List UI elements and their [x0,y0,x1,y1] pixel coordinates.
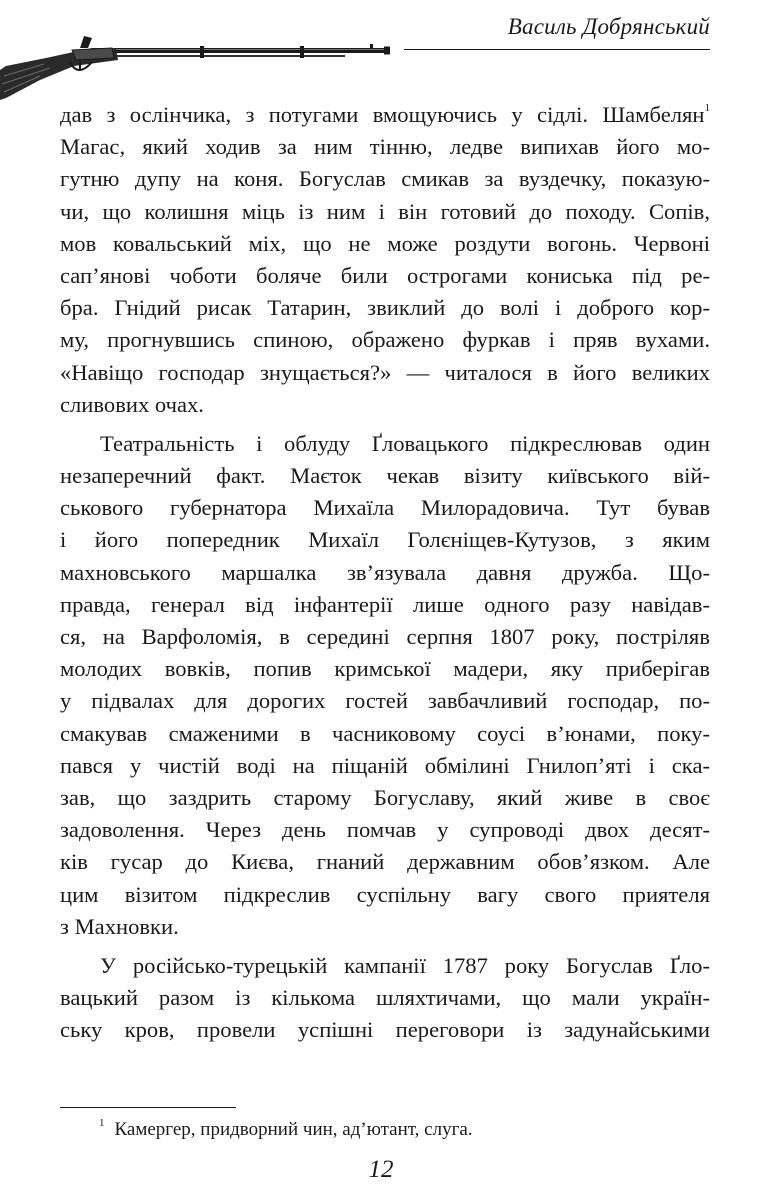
text-line: гутню дупу на коня. Богуслав смикав за вуздечку, показую- [60,166,710,192]
text-line: смакував смаженими в часниковому соусі в’юнами, поку- [60,720,710,746]
flintlock-rifle-icon [0,10,392,100]
body-text [60,99,710,1046]
text-line: ся, на Варфоломія, в середині серпня 1807 року, постріляв [60,624,710,649]
text-line: молодих вовків, попив кримської мадери, яку приберігав [60,656,710,682]
text-line: у підвалах для дорогих гостей завбачливий господар, по- [60,688,710,714]
text-line: вацький разом із кількома шляхтичами, що мали україн- [60,985,710,1011]
footnote [99,1117,699,1141]
text-line: мов ковальський міх, що не може роздути вогонь. Червоні [60,230,710,256]
page-number: 12 [368,1156,394,1183]
footnote-text: Камергер, придворний чин, ад’ютант, слуга. [114,1119,473,1140]
text-line: ськового губернатора Михаїла Милорадовича. Тут бував [60,495,710,521]
paragraph-gap [60,421,710,428]
text-line: Театральність і облуду Ґловацького підкреслював один [100,430,710,456]
rifle-ramrod [95,55,345,57]
running-head-author: Василь Добрянський [507,14,710,39]
text-line: сливових очах. [60,391,204,417]
footnote-number: 1 [99,1117,105,1129]
text-line: бра. Гнідий рисак Татарин, звиклий до волі і доброго кор- [60,295,710,321]
header-rule [404,49,710,50]
text-line: цим візитом підкреслив суспільну вагу свого приятеля [60,881,710,907]
text-line: і його попередник Михаїл Голєніщев-Кутузов, з яким [60,527,710,553]
text-line: му, прогнувшись спиною, ображено фуркав і пряв вухами. [60,327,710,353]
text-line: чи, що колишня міць із ним і він готовий до походу. Сопів, [60,198,710,224]
text-line: махновського маршалка зв’язувала давня дружба. Що- [60,559,710,585]
text-line: ську кров, провели успішні переговори із задунайськими [60,1017,710,1043]
text-line: дав з ослінчика, з потугами вмощуючись у сідлі. Шамбелян$^1$ [60,102,710,127]
rifle-hammer [80,36,92,48]
text-line: пався у чистій воді на піщаній обмілині Гнилоп’яті і ска- [60,752,710,778]
text-line: з Махновки. [60,913,179,939]
rifle-band-2 [300,46,304,58]
text-line: ків гусар до Києва, гнаний державним обов’язком. Але [60,849,710,875]
rifle-muzzle [384,47,390,55]
text-line: У російсько-турецькій кампанії 1787 року Богуслав Ґло- [100,952,710,978]
rifle-trigger [79,60,81,69]
footnote-rule [60,1107,236,1108]
rifle-barrel [92,48,388,53]
paragraph-gap [60,943,710,950]
rifle-barrel-highlight [92,49,388,50]
rifle-band-1 [200,46,204,58]
text-line: задоволення. Через день помчав у супроводі двох десят- [60,817,710,843]
text-line: «Навіщо господар знущається?» — читалося в його великих [60,359,710,385]
paragraph-3 [60,950,710,1047]
footnote-ref: 1 [704,102,710,114]
paragraph-2 [60,428,710,943]
rifle-front-sight [370,44,373,48]
text-line: сап’янові чоботи боляче били острогами кониська під ре- [60,262,710,288]
text-line: правда, генерал від інфантерії лише одного разу навідав- [60,591,710,617]
rifle-lock [72,48,114,60]
text-line: зав, що заздрить старому Богуславу, який живе в своє [60,784,710,810]
text-line: незаперечний факт. Маєток чекав візиту київського вій- [60,463,710,489]
text-line: Магас, який ходив за ним тінню, ледве випихав його мо- [60,134,710,160]
paragraph-1 [60,99,710,421]
